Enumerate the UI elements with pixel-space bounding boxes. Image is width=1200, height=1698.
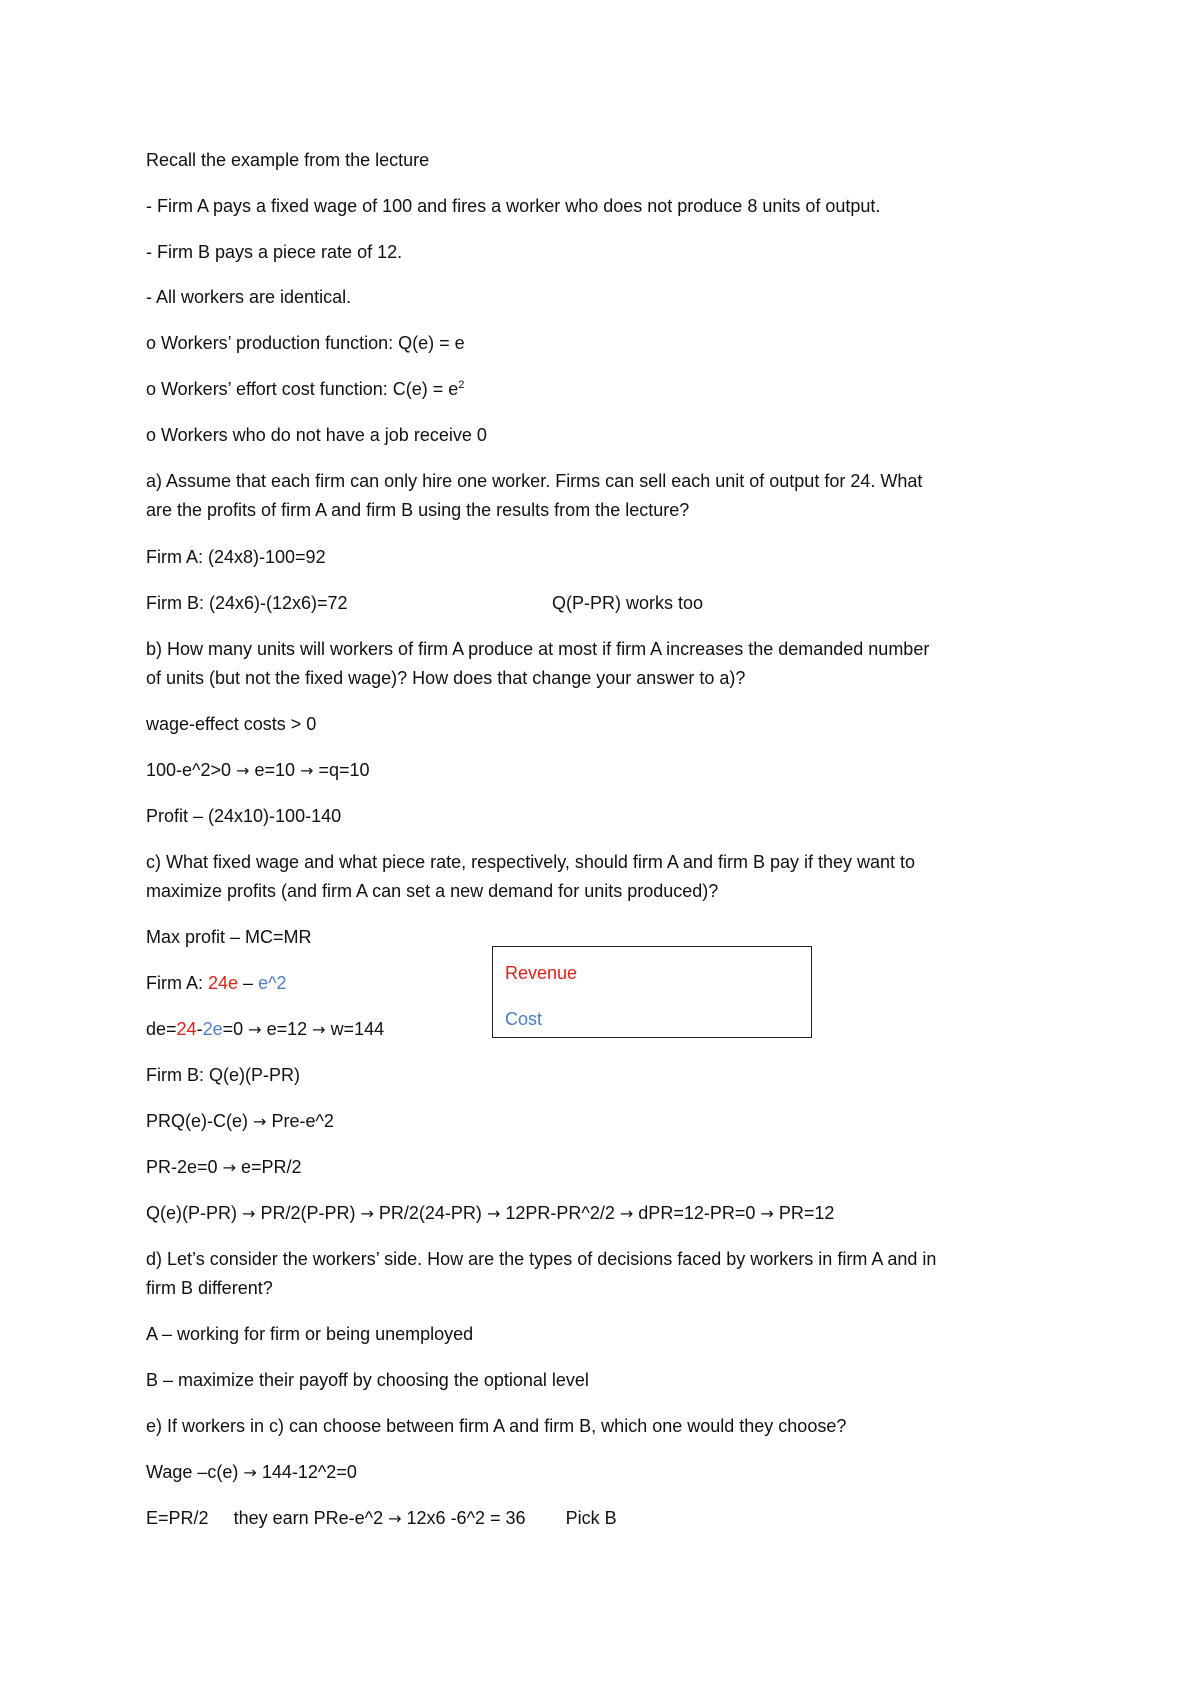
equation-part: 100-e^2>0	[146, 760, 232, 780]
equation-part: PR/2(P-PR)	[260, 1203, 356, 1223]
arrow-right-icon: →	[253, 1112, 267, 1131]
question-c-line-2: maximize profits (and firm A can set a new demand for units produced)?	[146, 881, 719, 901]
arrow-right-icon: →	[619, 1204, 634, 1223]
equation-part: dPR=12-PR=0	[638, 1203, 756, 1223]
answer-c-prq	[146, 1109, 334, 1134]
firm-a-setup: - Firm A pays a fixed wage of 100 and fires a worker who does not produce 8 units of output.	[146, 196, 881, 216]
equation-part: =0	[222, 1019, 244, 1039]
answer-c-firm-b: Firm B: Q(e)(P-PR)	[146, 1065, 300, 1085]
equation-part: de=	[146, 1019, 177, 1039]
answer-e-final	[146, 1506, 617, 1531]
equation-part: 144-12^2=0	[261, 1462, 357, 1482]
effort-cost-text: o Workers’ effort cost function: C(e) = e	[146, 379, 459, 399]
arrow-right-icon: →	[486, 1204, 501, 1223]
question-e: e) If workers in c) can choose between firm A and firm B, which one would they choose?	[146, 1416, 847, 1436]
question-a-line-1: a) Assume that each firm can only hire one worker. Firms can sell each unit of output for 24. What	[146, 471, 923, 491]
no-job-payoff: o Workers who do not have a job receive 0	[146, 425, 487, 445]
arrow-right-icon: →	[222, 1158, 236, 1177]
answer-d-b: B – maximize their payoff by choosing the optional level	[146, 1370, 589, 1390]
equation-part: E=PR/2	[146, 1508, 209, 1528]
equation-part: PR=12	[778, 1203, 835, 1223]
answer-c-derivative	[146, 1017, 384, 1042]
arrow-right-icon: →	[236, 761, 250, 780]
question-b-line-2: of units (but not the fixed wage)? How does that change your answer to a)?	[146, 668, 746, 688]
identical-workers: - All workers are identical.	[146, 287, 352, 307]
question-d-line-1: d) Let’s consider the workers’ side. How are the types of decisions faced by workers in firm A and in	[146, 1249, 937, 1269]
question-c-line-1: c) What fixed wage and what piece rate, respectively, should firm A and firm B pay if they want to	[146, 852, 916, 872]
answer-c-pr	[146, 1155, 302, 1180]
firm-b-setup: - Firm B pays a piece rate of 12.	[146, 242, 403, 262]
equation-part: =q=10	[318, 760, 370, 780]
equation-part: they earn PRe-e^2	[233, 1508, 384, 1528]
question-d-line-2: firm B different?	[146, 1278, 273, 1298]
answer-a-firm-a: Firm A: (24x8)-100=92	[146, 547, 326, 567]
legend-revenue: Revenue	[505, 963, 578, 983]
answer-b-condition: wage-effect costs > 0	[146, 714, 317, 734]
answer-a-firm-b: Firm B: (24x6)-(12x6)=72	[146, 593, 348, 613]
dash-text: –	[238, 973, 259, 993]
answer-e-wage	[146, 1460, 357, 1485]
arrow-right-icon: →	[248, 1020, 262, 1039]
legend-cost: Cost	[505, 1009, 543, 1029]
production-function: o Workers’ production function: Q(e) = e	[146, 333, 465, 353]
arrow-right-icon: →	[242, 1204, 256, 1223]
revenue-term: 24e	[208, 973, 239, 993]
equation-part: 12PR-PR^2/2	[505, 1203, 615, 1223]
answer-c-firm-a	[146, 971, 287, 995]
equation-part: PR/2(24-PR)	[378, 1203, 482, 1223]
arrow-right-icon: →	[312, 1020, 326, 1039]
equation-part: e=12	[266, 1019, 308, 1039]
effort-cost-exponent: 2	[458, 379, 465, 391]
cost-term: e^2	[258, 973, 287, 993]
equation-part: Wage –c(e)	[146, 1462, 239, 1482]
cost-term: 2e	[202, 1019, 223, 1039]
equation-part: PRQ(e)-C(e)	[146, 1111, 248, 1131]
intro-text: Recall the example from the lecture	[146, 150, 430, 170]
effort-cost-function	[146, 377, 464, 401]
answer-c-q-chain	[146, 1201, 834, 1226]
answer-b-equation	[146, 758, 370, 783]
label-text: Firm A:	[146, 973, 208, 993]
arrow-right-icon: →	[388, 1509, 402, 1528]
arrow-right-icon: →	[300, 761, 314, 780]
answer-d-a: A – working for firm or being unemployed	[146, 1324, 474, 1344]
answer-a-note: Q(P-PR) works too	[552, 593, 704, 613]
arrow-right-icon: →	[360, 1204, 374, 1223]
equation-part: w=144	[330, 1019, 385, 1039]
question-a-line-2: are the profits of firm A and firm B using the results from the lecture?	[146, 500, 690, 520]
equation-part: Q(e)(P-PR)	[146, 1203, 237, 1223]
equation-part: e=PR/2	[240, 1157, 302, 1177]
answer-b-profit: Profit – (24x10)-100-140	[146, 806, 342, 826]
equation-part: e=10	[254, 760, 296, 780]
question-b-line-1: b) How many units will workers of firm A produce at most if firm A increases the demanded number	[146, 639, 930, 659]
equation-part: 12x6 -6^2 = 36	[406, 1508, 526, 1528]
answer-c-max-profit: Max profit – MC=MR	[146, 927, 312, 947]
equation-part: PR-2e=0	[146, 1157, 218, 1177]
equation-part: Pick B	[565, 1508, 617, 1528]
revenue-term: 24	[176, 1019, 197, 1039]
equation-part: -	[196, 1019, 203, 1039]
arrow-right-icon: →	[243, 1463, 257, 1482]
arrow-right-icon: →	[760, 1204, 774, 1223]
equation-part: Pre-e^2	[271, 1111, 334, 1131]
color-legend-box	[492, 946, 812, 1038]
